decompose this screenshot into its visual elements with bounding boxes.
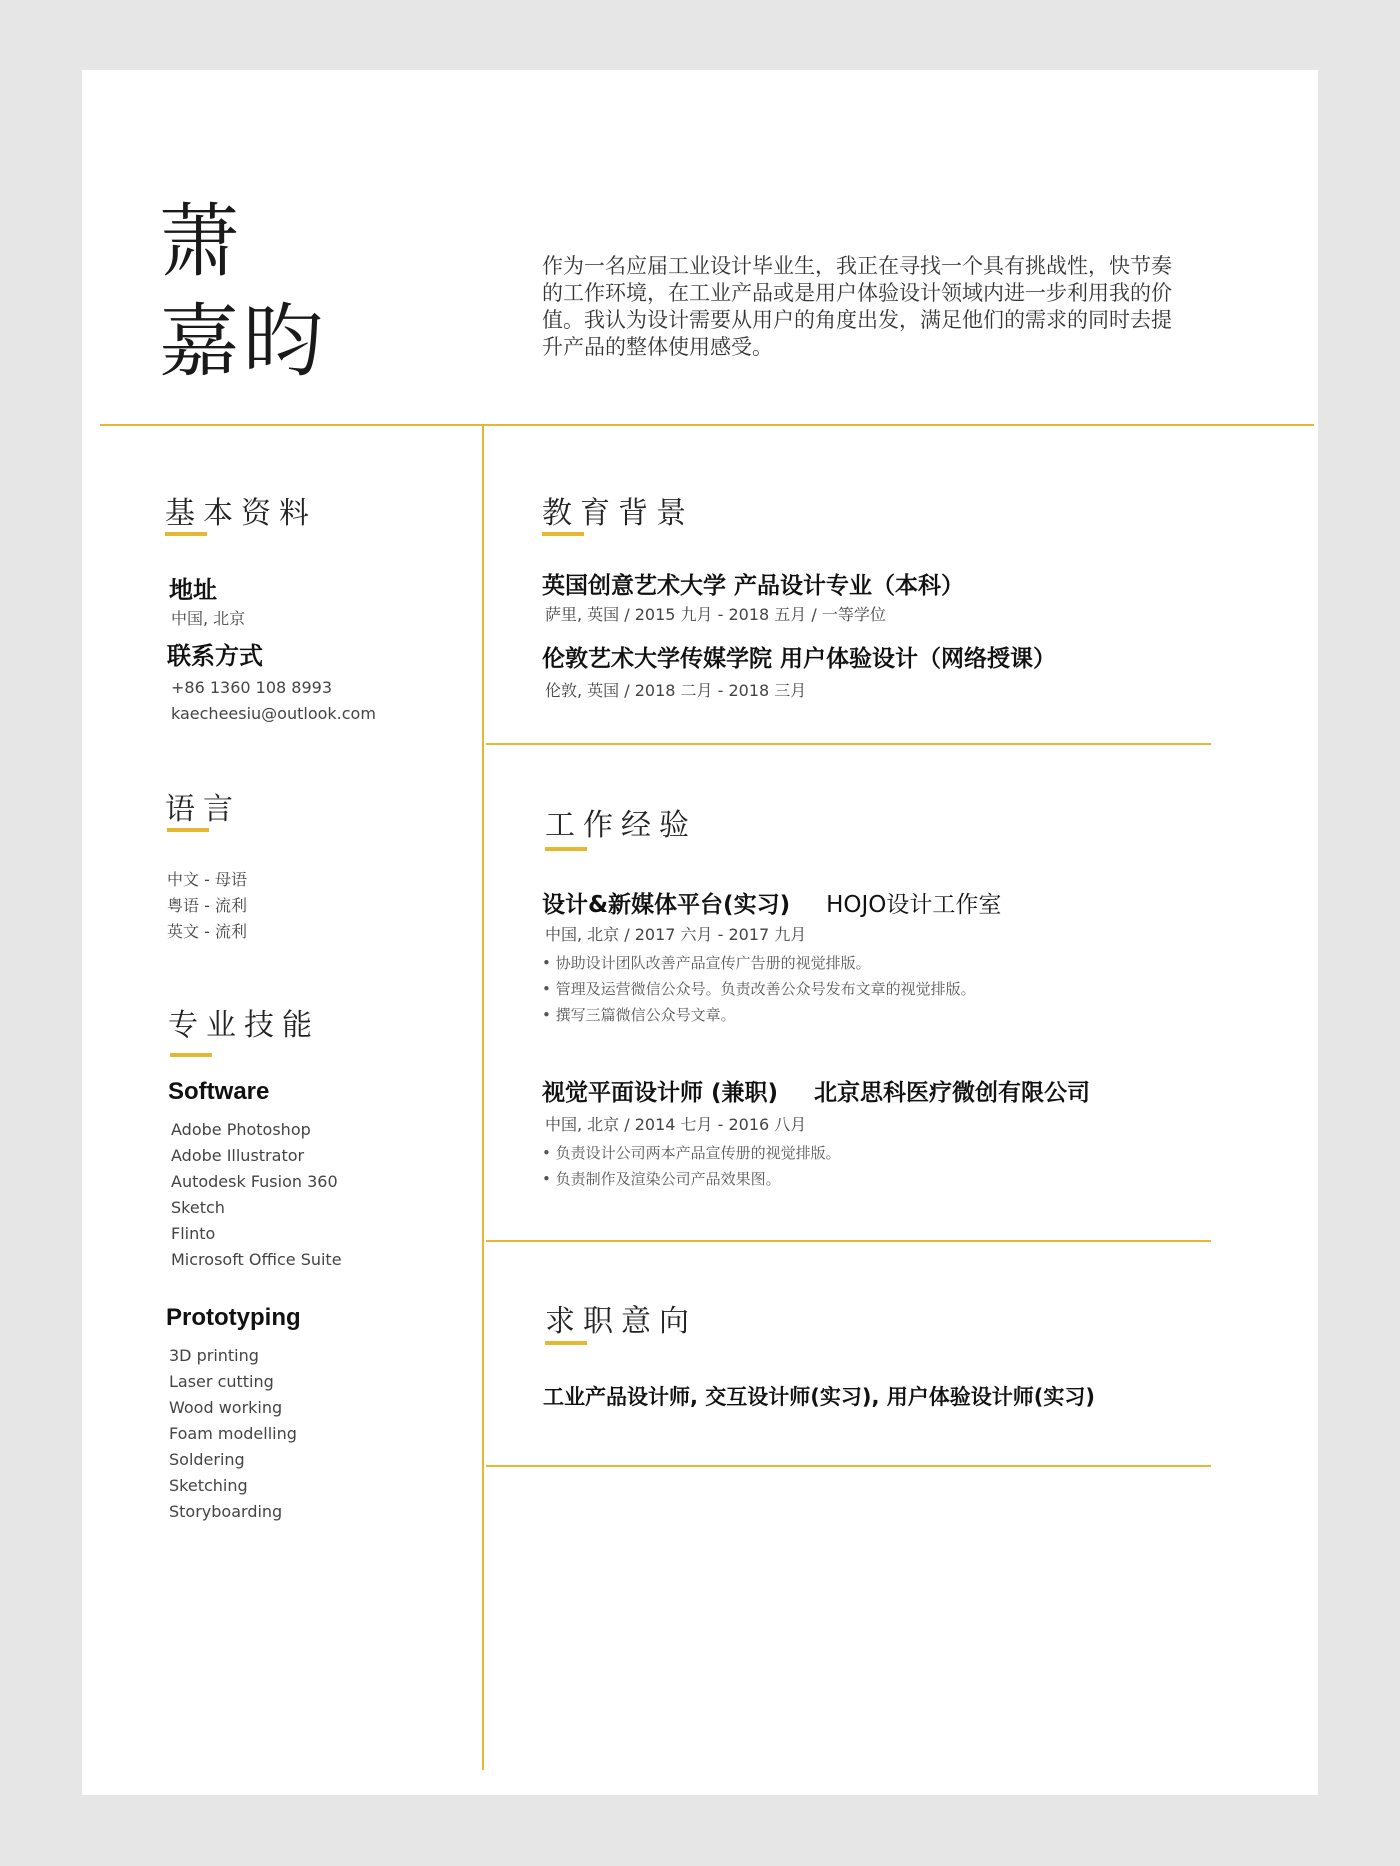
language-item: 英文 - 流利 (167, 922, 247, 941)
education-accent (542, 532, 584, 536)
name-line-1: 萧 (159, 195, 243, 288)
basic-info-accent (165, 532, 207, 536)
prototyping-item: Sketching (169, 1476, 248, 1495)
education-item-meta: 伦敦, 英国 / 2018 二月 - 2018 三月 (545, 681, 807, 700)
prototyping-label: Prototyping (166, 1304, 301, 1331)
job-role: 视觉平面设计师 (兼职) (542, 1080, 779, 1106)
address-value: 中国, 北京 (171, 609, 246, 628)
skills-title: 专业技能 (168, 1008, 320, 1043)
software-item: Microsoft Office Suite (171, 1250, 342, 1269)
intent-accent (545, 1341, 587, 1345)
software-label: Software (168, 1078, 270, 1105)
address-label: 地址 (169, 576, 217, 604)
software-item: Sketch (171, 1198, 225, 1217)
job-header (542, 886, 1001, 919)
header-divider (100, 424, 1314, 426)
work-accent (545, 847, 587, 851)
job-role: 设计&新媒体平台(实习) (542, 892, 791, 918)
email: kaecheesiu@outlook.com (171, 704, 376, 723)
software-item: Flinto (171, 1224, 216, 1243)
software-item: Autodesk Fusion 360 (171, 1172, 338, 1191)
language-item: 粤语 - 流利 (167, 896, 247, 915)
job-meta: 中国, 北京 / 2017 六月 - 2017 九月 (545, 925, 807, 944)
resume-page (82, 70, 1318, 1795)
job-bullet: • 撰写三篇微信公众号文章。 (542, 1002, 976, 1028)
intent-text: 工业产品设计师, 交互设计师(实习), 用户体验设计师(实习) (543, 1385, 1095, 1409)
phone: +86 1360 108 8993 (171, 678, 332, 697)
intent-divider (486, 1465, 1211, 1467)
education-item-title: 英国创意艺术大学 产品设计专业（本科） (542, 573, 965, 599)
education-divider (486, 743, 1211, 745)
prototyping-item: Storyboarding (169, 1502, 283, 1521)
intent-title: 求职意向 (545, 1304, 697, 1339)
job-bullet: • 协助设计团队改善产品宣传广告册的视觉排版。 (542, 950, 976, 976)
prototyping-item: Laser cutting (169, 1372, 274, 1391)
job-bullet: • 负责设计公司两本产品宣传册的视觉排版。 (542, 1140, 841, 1166)
job-bullets (542, 950, 976, 1028)
column-divider (482, 426, 484, 1770)
language-list (167, 867, 247, 945)
education-item-title: 伦敦艺术大学传媒学院 用户体验设计（网络授课） (542, 646, 1057, 672)
job-bullet: • 管理及运营微信公众号。负责改善公众号发布文章的视觉排版。 (542, 976, 976, 1002)
work-title: 工作经验 (545, 808, 697, 843)
name-line-2: 嘉昀 (159, 295, 327, 388)
work-divider (486, 1240, 1211, 1242)
prototyping-item: 3D printing (169, 1346, 259, 1365)
education-item-meta: 萨里, 英国 / 2015 九月 - 2018 五月 / 一等学位 (545, 605, 886, 624)
software-item: Adobe Photoshop (171, 1120, 311, 1139)
prototyping-list (169, 1343, 297, 1525)
job-bullet: • 负责制作及渲染公司产品效果图。 (542, 1166, 841, 1192)
basic-info-title: 基本资料 (165, 496, 317, 531)
skills-accent (170, 1053, 212, 1057)
contact-label: 联系方式 (167, 642, 263, 670)
job-company: 北京思科医疗微创有限公司 (814, 1080, 1091, 1106)
education-title: 教育背景 (542, 496, 694, 531)
language-item: 中文 - 母语 (167, 870, 247, 889)
software-list (171, 1117, 342, 1273)
job-header (542, 1074, 1090, 1107)
prototyping-item: Soldering (169, 1450, 245, 1469)
software-item: Adobe Illustrator (171, 1146, 305, 1165)
language-title: 语言 (165, 792, 241, 827)
language-accent (167, 828, 209, 832)
prototyping-item: Wood working (169, 1398, 283, 1417)
intro-text: 作为一名应届工业设计毕业生，我正在寻找一个具有挑战性，快节奏的工作环境，在工业产品或是用户体验设计领域内进一步利用我的价值。我认为设计需要从用户的角度出发，满足他们的需求的同时去提升产品的整体使用感受。 (542, 254, 1172, 359)
prototyping-item: Foam modelling (169, 1424, 297, 1443)
job-company: HOJO设计工作室 (826, 892, 1002, 918)
job-meta: 中国, 北京 / 2014 七月 - 2016 八月 (545, 1115, 807, 1134)
job-bullets (542, 1140, 841, 1192)
